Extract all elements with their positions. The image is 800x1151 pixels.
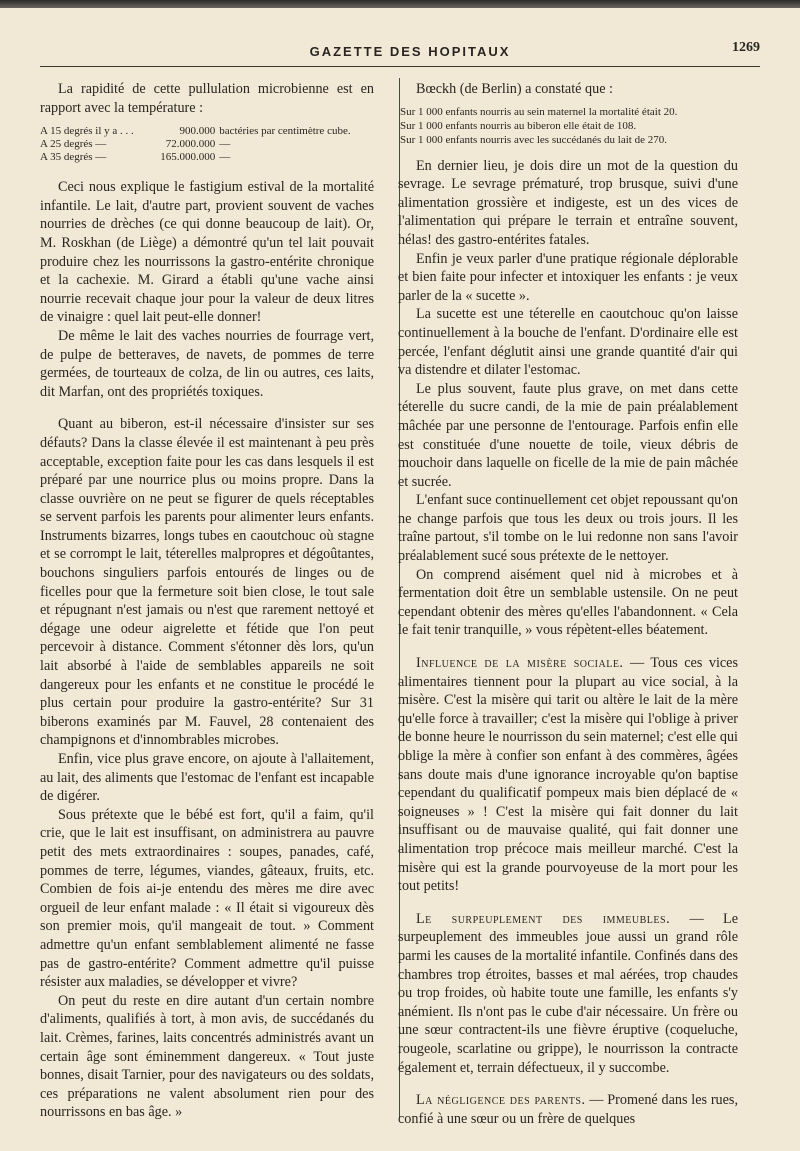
paragraph: Le plus souvent, faute plus grave, on met dans cette téterelle du sucre candi, de la mie de pain préalablement mâchée par une personne de l'entourage. Parfois enfin elle est constituée d'une nouette de toile, vieux débris de mouchoir dans laquelle on ficelle de la mie de pain mâchée et sucrée. xyxy=(398,380,738,490)
table-cell: — xyxy=(219,138,231,151)
section-paragraph xyxy=(398,1091,738,1128)
page-header xyxy=(60,36,760,64)
table-cell: 900.000 xyxy=(179,125,216,138)
section-paragraph xyxy=(398,910,738,1077)
table-cell: bactéries par centimètre cube. xyxy=(219,125,351,138)
paragraph: De même le lait des vaches nourries de fourrage vert, de pulpe de betteraves, de navets, de pommes de terre germées, de tourteaux de colza, de lin ou autres, ces laits, dit Marfan, ont des propriétés toxiques. xyxy=(40,327,374,400)
page-top-edge xyxy=(0,0,800,8)
table-row xyxy=(40,138,374,151)
section-heading: La négligence des parents. xyxy=(416,1092,586,1109)
paragraph: La rapidité de cette pullulation microbienne est en rapport avec la température : xyxy=(40,81,374,116)
table-cell: 72.000.000 xyxy=(165,138,216,151)
stat-line: Sur 1 000 enfants nourris au biberon elle était de 108. xyxy=(400,119,637,132)
paragraph: Enfin je veux parler d'une pratique régionale déplorable et bien faite pour infecter et intoxiquer les enfants : je veux parler de la « sucette ». xyxy=(398,250,738,304)
temperature-table xyxy=(40,125,374,164)
section-text: — Promené dans les rues, confié à une sœur ou un frère de quelques xyxy=(398,1092,738,1127)
paragraph: La sucette est une téterelle en caoutchouc qu'on laisse continuellement à la bouche de l'enfant. D'ordinaire elle est percée, l'enfant déglutit ainsi une grande quantité d'air qui va distendre et dilater l'estomac. xyxy=(398,306,738,379)
table-cell: — xyxy=(219,151,231,164)
section-heading: Influence de la misère sociale. xyxy=(416,655,624,672)
table-row xyxy=(40,151,374,164)
journal-title: GAZETTE DES HOPITAUX xyxy=(309,44,511,59)
table-cell: A 15 degrés il y a . . . xyxy=(40,125,134,138)
table-cell: A 25 degrés — xyxy=(40,138,107,151)
paragraph: Sous prétexte que le bébé est fort, qu'il a faim, qu'il crie, que le lait est insuffisant, on administrera au pauvre petit des mets extraordinaires : soupes, panades, café, pommes de terre, légumes, viandes, gâteaux, fruits, etc. Combien de fois ai-je entendu des mères me dire avec orgueil de leur enfant malade : « Il était si vigoureux dès son premier mois, qu'il mangeait de tout. » Comment admettre qu'un enfant semblablement alimenté ne fasse pas de gastro-entérite? Comment admettre qu'il puisse résister aux maladies, se développer et vivre? xyxy=(40,806,374,991)
section-text: — Le surpeuplement des immeubles joue aussi un grand rôle parmi les causes de la mortalité infantile. Confinés dans des chambres trop étroites, basses et mal aérées, trop chaudes ou trop froides, où habite toute une famille, les enfants s'y anémient. Ils n'ont pas le cube d'air nécessaire. Un frère ou une sœur contractent-ils une fièvre éruptive (coqueluche, rougeole, scarlatine ou grippe), le nourrisson la contracte également et, terrain défectueux, il y succombe. xyxy=(398,910,739,1076)
section-text: — Tous ces vices alimentaires tiennent pour la plupart au vice social, à la misère. C'est la misère qui tarit ou altère le lait de la mère qu'elle force à travailler; c'est la misère qui l'oblige à priver de bonne heure le nourrisson du sein maternel; c'est elle qui oblige la mère à confier son enfant à des commères, âgées sans doute mais d'une ignorance incroyable qu'on baptise cependant du qualificatif pompeux mais bien déplacé de « soigneuses » ! C'est la misère qui fait donner du lait insuffisant ou de mauvaise qualité, qui fait donner une alimentation trop précoce mais meilleur marché. C'est la misère qui est la grande pourvoyeuse de la mort pour les tout petits! xyxy=(398,655,738,895)
header-rule xyxy=(40,66,760,67)
table-cell: 165.000.000 xyxy=(160,151,216,164)
paragraph: On comprend aisément quel nid à microbes et à fermentation doit être un semblable ustensile. On ne peut cependant obtenir des mères qu'elles l'abandonnent. « Cela le fait tenir tranquille, » vous répètent-elles béatement. xyxy=(398,566,738,639)
left-column xyxy=(40,80,374,1122)
paragraph: Bœckh (de Berlin) a constaté que : xyxy=(416,81,613,97)
section-paragraph xyxy=(398,654,738,896)
paragraph: Ceci nous explique le fastigium estival de la mortalité infantile. Le lait, d'autre part, provient souvent de vaches nourries de drèches (ce qui donne beaucoup de lait). Or, M. Roskhan (de Liège) a démontré qu'un tel lait pouvait produire chez les nourrissons la gastro-entérite chronique et la cachexie. M. Girard a établi qu'une vache ainsi nourrie recevait chaque jour pour la valeur de deux litres de vinaigre : quel lait peut-elle donner! xyxy=(40,179,374,326)
section-heading: Le surpeuplement des immeubles. xyxy=(416,910,671,927)
mortality-stats xyxy=(398,105,738,147)
paragraph: En dernier lieu, je dois dire un mot de la question du sevrage. Le sevrage prématuré, trop brusque, suivi d'une alimentation grossière et indigeste, est un des vices de l'alimentation qui prépare le terrain et entraîne souvent, hélas! des gastro-entérites fatales. xyxy=(398,157,738,248)
stat-line: Sur 1 000 enfants nourris avec les succédanés du lait de 270. xyxy=(400,133,667,146)
paragraph: Enfin, vice plus grave encore, on ajoute à l'allaitement, au lait, des aliments que l'estomac de l'enfant est incapable de digérer. xyxy=(40,751,374,805)
right-column xyxy=(398,80,738,1128)
table-row xyxy=(40,125,374,138)
paragraph: On peut du reste en dire autant d'un certain nombre d'aliments, qualifiés à tort, à mon avis, de succédanés du lait. Crèmes, farines, laits concentrés administrés avant un certain âge sont éminemment dangereux. « Tout juste bonnes, disait Tarnier, pour des navigateurs ou des soldats, ces préparations ne valent absolument rien pour des nourrissons en bas âge. » xyxy=(40,992,374,1121)
stat-line: Sur 1 000 enfants nourris au sein maternel la mortalité était 20. xyxy=(400,105,678,118)
paragraph: Quant au biberon, est-il nécessaire d'insister sur ses défauts? Dans la classe élevée il est maintenant à peu près acceptable, exception faite pour les cas dans lesquels il est préparé par une nourrice plus ou moins propre. Dans la classe ouvrière on ne peut se figurer de quels réceptables se servent parfois les parents pour alimenter leurs enfants. Instruments bizarres, longs tubes en caoutchouc où stagne et se corrompt le lait, téterelles malpropres et dégoûtantes, bouchons singuliers parfois entourés de linges ou de ficelles pour que la fermeture soit bien close, le tout sale et répugnant n'est jamais ou n'est que rarement nettoyé et dégage une odeur aigrelette et fétide que l'on peut percevoir à distance. Comment s'étonner dès lors, qu'un lait absorbé à l'aide de semblables appareils ne soit dangereux pour les enfants et ne constitue le procédé le plus certain pour produire la gastro-entérite? Sur 31 biberons examinés par M. Fauvel, 28 contenaient des champignons et d'innombrables microbes. xyxy=(40,416,374,749)
table-cell: A 35 degrés — xyxy=(40,151,107,164)
paragraph: L'enfant suce continuellement cet objet repoussant qu'on ne change parfois que tous les deux ou trois jours. Il les traîne partout, s'il tombe on le lui redonne non sans l'avoir préalablement sucé sous prétexte de le nettoyer. xyxy=(398,492,738,565)
page-number: 1269 xyxy=(732,40,760,55)
